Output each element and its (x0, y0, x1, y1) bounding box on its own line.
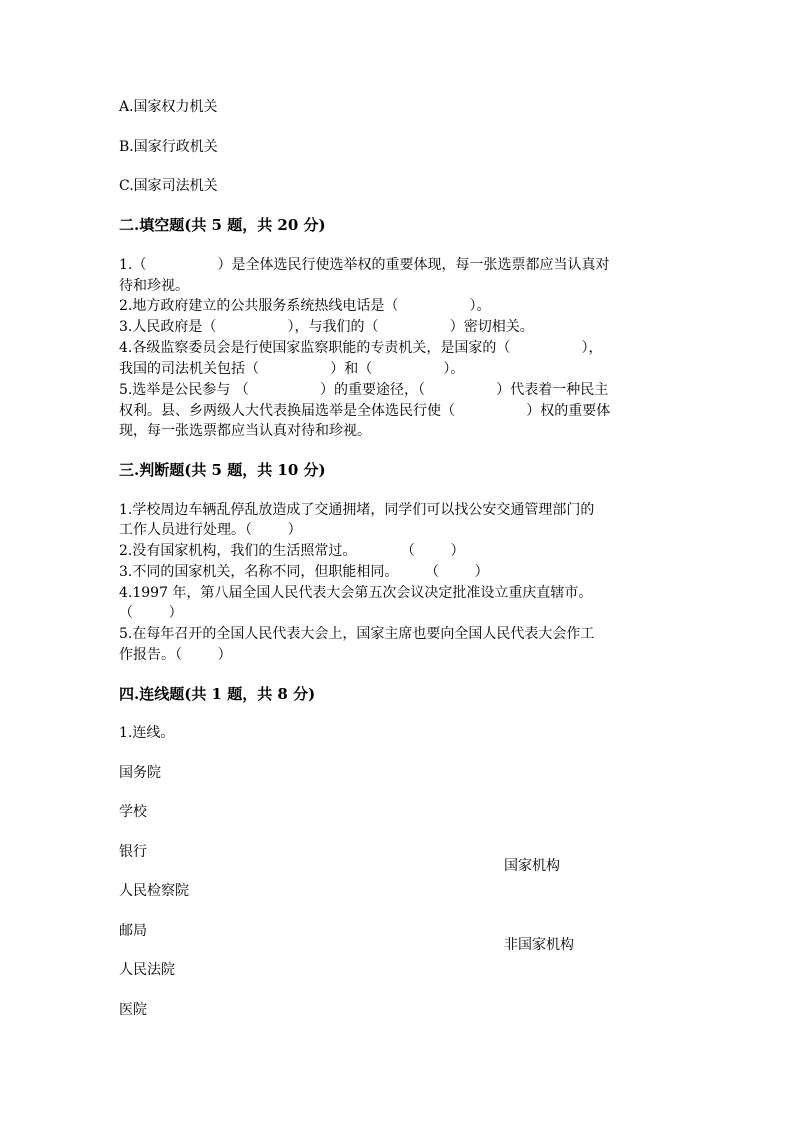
fill-line: 待和珍视。 (119, 278, 189, 294)
fill-line: 1.（ ）是全体选民行使选举权的重要体现，每一张选票都应当认真对 (119, 257, 610, 273)
match-left-item: 人民检察院 (119, 883, 189, 899)
fill-line: 5.选举是公民参与 （ ）的重要途径，（ ）代表着一种民主 (119, 382, 609, 398)
fill-line: 3.人民政府是（ ），与我们的（ ）密切相关。 (119, 319, 534, 335)
match-left-item: 国务院 (119, 765, 161, 781)
match-left-item: 学校 (119, 804, 147, 820)
match-right-item: 非国家机构 (504, 937, 574, 953)
section-3-title: 三.判断题(共 5 题，共 10 分) (119, 461, 326, 479)
match-right-item: 国家机构 (504, 858, 560, 874)
judge-line: （ ） (119, 605, 183, 621)
fill-line: 4.各级监察委员会是行使国家监察职能的专责机关，是国家的（ ）， (119, 340, 603, 356)
fill-line: 现，每一张选票都应当认真对待和珍视。 (119, 423, 371, 439)
match-left-item: 银行 (119, 844, 147, 860)
section-2-title: 二.填空题(共 5 题，共 20 分) (119, 216, 326, 234)
judge-line: 3.不同的国家机关，名称不同，但职能相同。 （ ） (119, 564, 489, 580)
match-left-item: 医院 (119, 1002, 147, 1018)
match-left-item: 人民法院 (119, 962, 175, 978)
match-instruction: 1.连线。 (119, 725, 175, 741)
judge-line: 4.1997 年，第八届全国人民代表大会第五次会议决定批准设立重庆直辖市。 (119, 585, 593, 601)
choice-b: B.国家行政机关 (119, 139, 218, 155)
choice-a: A.国家权力机关 (119, 99, 218, 115)
choice-c: C.国家司法机关 (119, 178, 218, 194)
judge-line: 2.没有国家机构，我们的生活照常过。 （ ） (119, 543, 465, 559)
match-left-item: 邮局 (119, 923, 147, 939)
judge-line: 1.学校周边车辆乱停乱放造成了交通拥堵，同学们可以找公安交通管理部门的 (119, 502, 595, 518)
fill-line: 权利。县、乡两级人大代表换届选举是全体选民行使（ ）权的重要体 (119, 403, 611, 419)
judge-line: 工作人员进行处理。（ ） (119, 522, 302, 538)
judge-line: 5.在每年召开的全国人民代表大会上，国家主席也要向全国人民代表大会作工 (119, 626, 595, 642)
fill-line: 我国的司法机关包括（ ）和（ ）。 (119, 361, 465, 377)
section-4-title: 四.连线题(共 1 题，共 8 分) (119, 685, 316, 703)
judge-line: 作报告。（ ） (119, 647, 232, 663)
fill-line: 2.地方政府建立的公共服务系统热线电话是（ ）。 (119, 298, 491, 314)
